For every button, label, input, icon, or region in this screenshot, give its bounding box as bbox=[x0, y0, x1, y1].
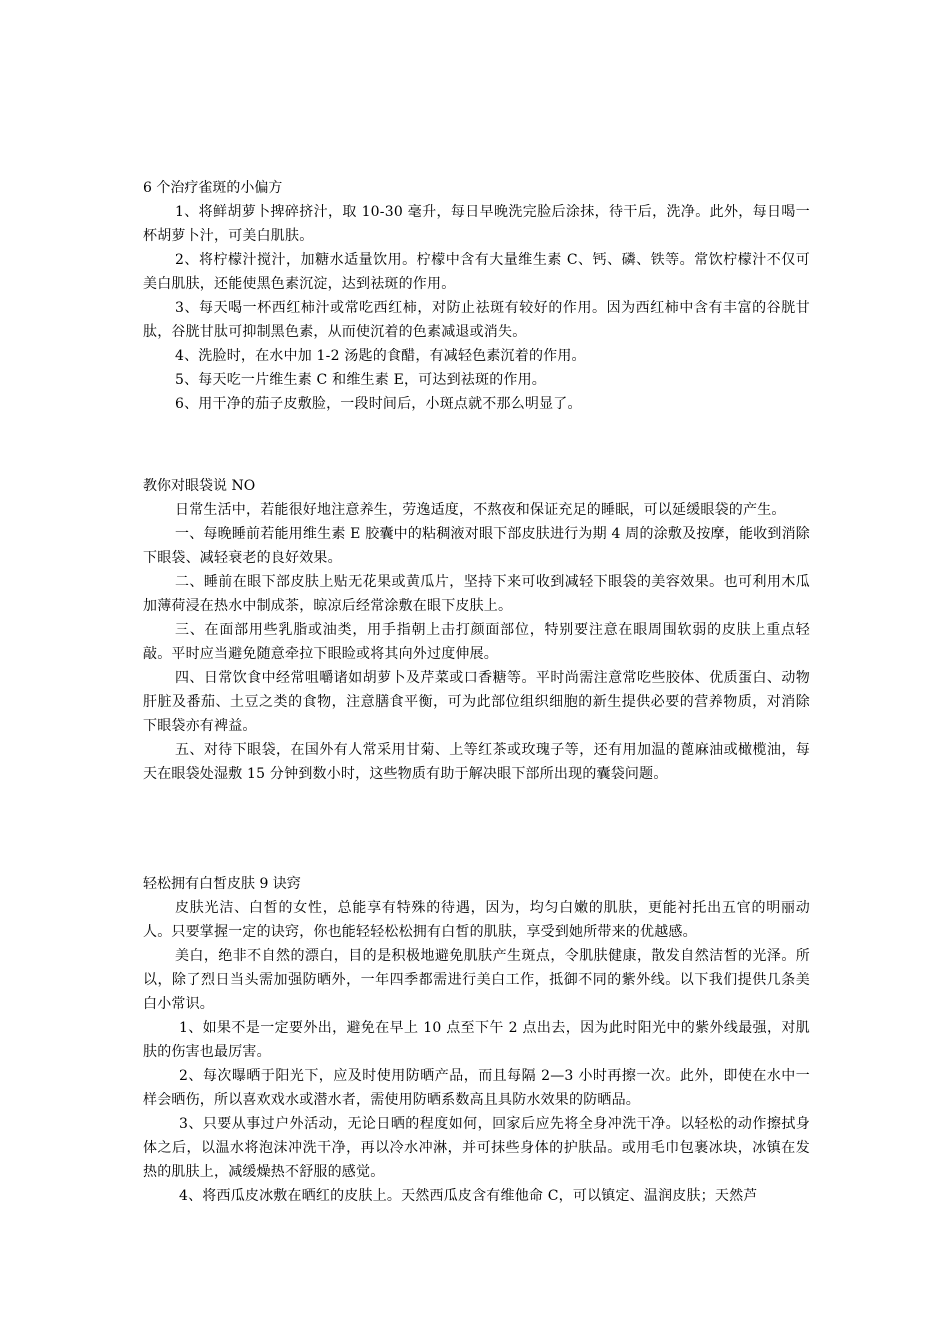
paragraph: 4、将西瓜皮冰敷在晒红的皮肤上。天然西瓜皮含有维他命 C，可以镇定、温润皮肤；天然芦 bbox=[179, 1188, 758, 1204]
section-fair-skin-tips bbox=[143, 872, 810, 1208]
paragraph: 五、对待下眼袋，在国外有人常采用甘菊、上等红茶或玫瑰子等，还有用加温的蓖麻油或橄榄油，每天在眼袋处湿敷 15 分钟到数小时，这些物质有助于解决眼下部所出现的囊袋问题。 bbox=[143, 742, 810, 782]
paragraph: 1、如果不是一定要外出，避免在早上 10 点至下午 2 点出去，因为此时阳光中的紫外线最强，对肌肤的伤害也最厉害。 bbox=[143, 1020, 810, 1060]
paragraph: 2、每次曝晒于阳光下，应及时使用防晒产品，而且每隔 2—3 小时再擦一次。此外，即使在水中一样会晒伤，所以喜欢戏水或潜水者，需使用防晒系数高且具防水效果的防晒品。 bbox=[143, 1068, 810, 1108]
paragraph: 1、将鲜胡萝卜捭碎挤汁，取 10-30 毫升，每日早晚洗完脸后涂抹，待干后，洗净。此外，每日喝一杯胡萝卜汁，可美白肌肤。 bbox=[143, 204, 810, 244]
section-eye-bags bbox=[143, 474, 810, 786]
paragraph: 3、每天喝一杯西红柿汁或常吃西红柿，对防止祛斑有较好的作用。因为西红柿中含有丰富的谷胱甘肽，谷胱甘肽可抑制黑色素，从而使沉着的色素减退或消失。 bbox=[143, 300, 810, 340]
paragraph: 三、在面部用些乳脂或油类，用手指朝上击打颜面部位，特别要注意在眼周围软弱的皮肤上重点轻敲。平时应当避免随意牵拉下眼睑或将其向外过度伸展。 bbox=[143, 622, 810, 662]
paragraph: 2、将柠檬汁搅汁，加糖水适量饮用。柠檬中含有大量维生素 C、钙、磷、铁等。常饮柠檬汁不仅可美白肌肤，还能使黑色素沉淀，达到祛斑的作用。 bbox=[143, 252, 810, 292]
paragraph: 5、每天吃一片维生素 C 和维生素 E，可达到祛斑的作用。 bbox=[175, 372, 546, 388]
section-title: 轻松拥有白皙皮肤 9 诀窍 bbox=[143, 876, 301, 892]
paragraph: 日常生活中，若能很好地注意养生，劳逸适度，不熬夜和保证充足的睡眠，可以延缓眼袋的产生。 bbox=[175, 502, 786, 518]
paragraph: 四、日常饮食中经常咀嚼诸如胡萝卜及芹菜或口香糖等。平时尚需注意常吃些胶体、优质蛋白、动物肝脏及番茄、土豆之类的食物，注意膳食平衡，可为此部位组织细胞的新生提供必要的营养物质，对消除下眼袋亦有裨益。 bbox=[143, 670, 810, 734]
paragraph: 6、用干净的茄子皮敷脸，一段时间后，小斑点就不那么明显了。 bbox=[175, 396, 582, 412]
section-title: 教你对眼袋说 NO bbox=[143, 478, 256, 494]
section-title: 6 个治疗雀斑的小偏方 bbox=[143, 180, 283, 196]
section-freckle-remedies bbox=[143, 176, 810, 416]
paragraph: 4、洗脸时，在水中加 1-2 汤匙的食醋，有减轻色素沉着的作用。 bbox=[175, 348, 586, 364]
paragraph: 美白，绝非不自然的漂白，目的是积极地避免肌肤产生斑点，令肌肤健康，散发自然洁皙的光泽。所以，除了烈日当头需加强防晒外，一年四季都需进行美白工作，抵御不同的紫外线。以下我们提供几条美白小常识。 bbox=[143, 948, 810, 1012]
paragraph: 3、只要从事过户外活动，无论日晒的程度如何，回家后应先将全身冲洗干净。以轻松的动作擦拭身体之后，以温水将泡沫冲洗干净，再以冷水冲淋，并可抹些身体的护肤品。或用毛巾包裹冰块，冰镇在发热的肌肤上，减缓燥热不舒服的感觉。 bbox=[143, 1116, 810, 1180]
paragraph: 二、睡前在眼下部皮肤上贴无花果或黄瓜片，坚持下来可收到减轻下眼袋的美容效果。也可利用木瓜加薄荷浸在热水中制成茶，晾凉后经常涂敷在眼下皮肤上。 bbox=[143, 574, 810, 614]
paragraph: 一、每晚睡前若能用维生素 E 胶囊中的粘稠液对眼下部皮肤进行为期 4 周的涂敷及按摩，能收到消除下眼袋、减轻衰老的良好效果。 bbox=[143, 526, 810, 566]
paragraph: 皮肤光洁、白皙的女性，总能享有特殊的待遇，因为，均匀白嫩的肌肤，更能衬托出五官的明丽动人。只要掌握一定的诀窍，你也能轻轻松松拥有白皙的肌肤，享受到她所带来的优越感。 bbox=[143, 900, 810, 940]
